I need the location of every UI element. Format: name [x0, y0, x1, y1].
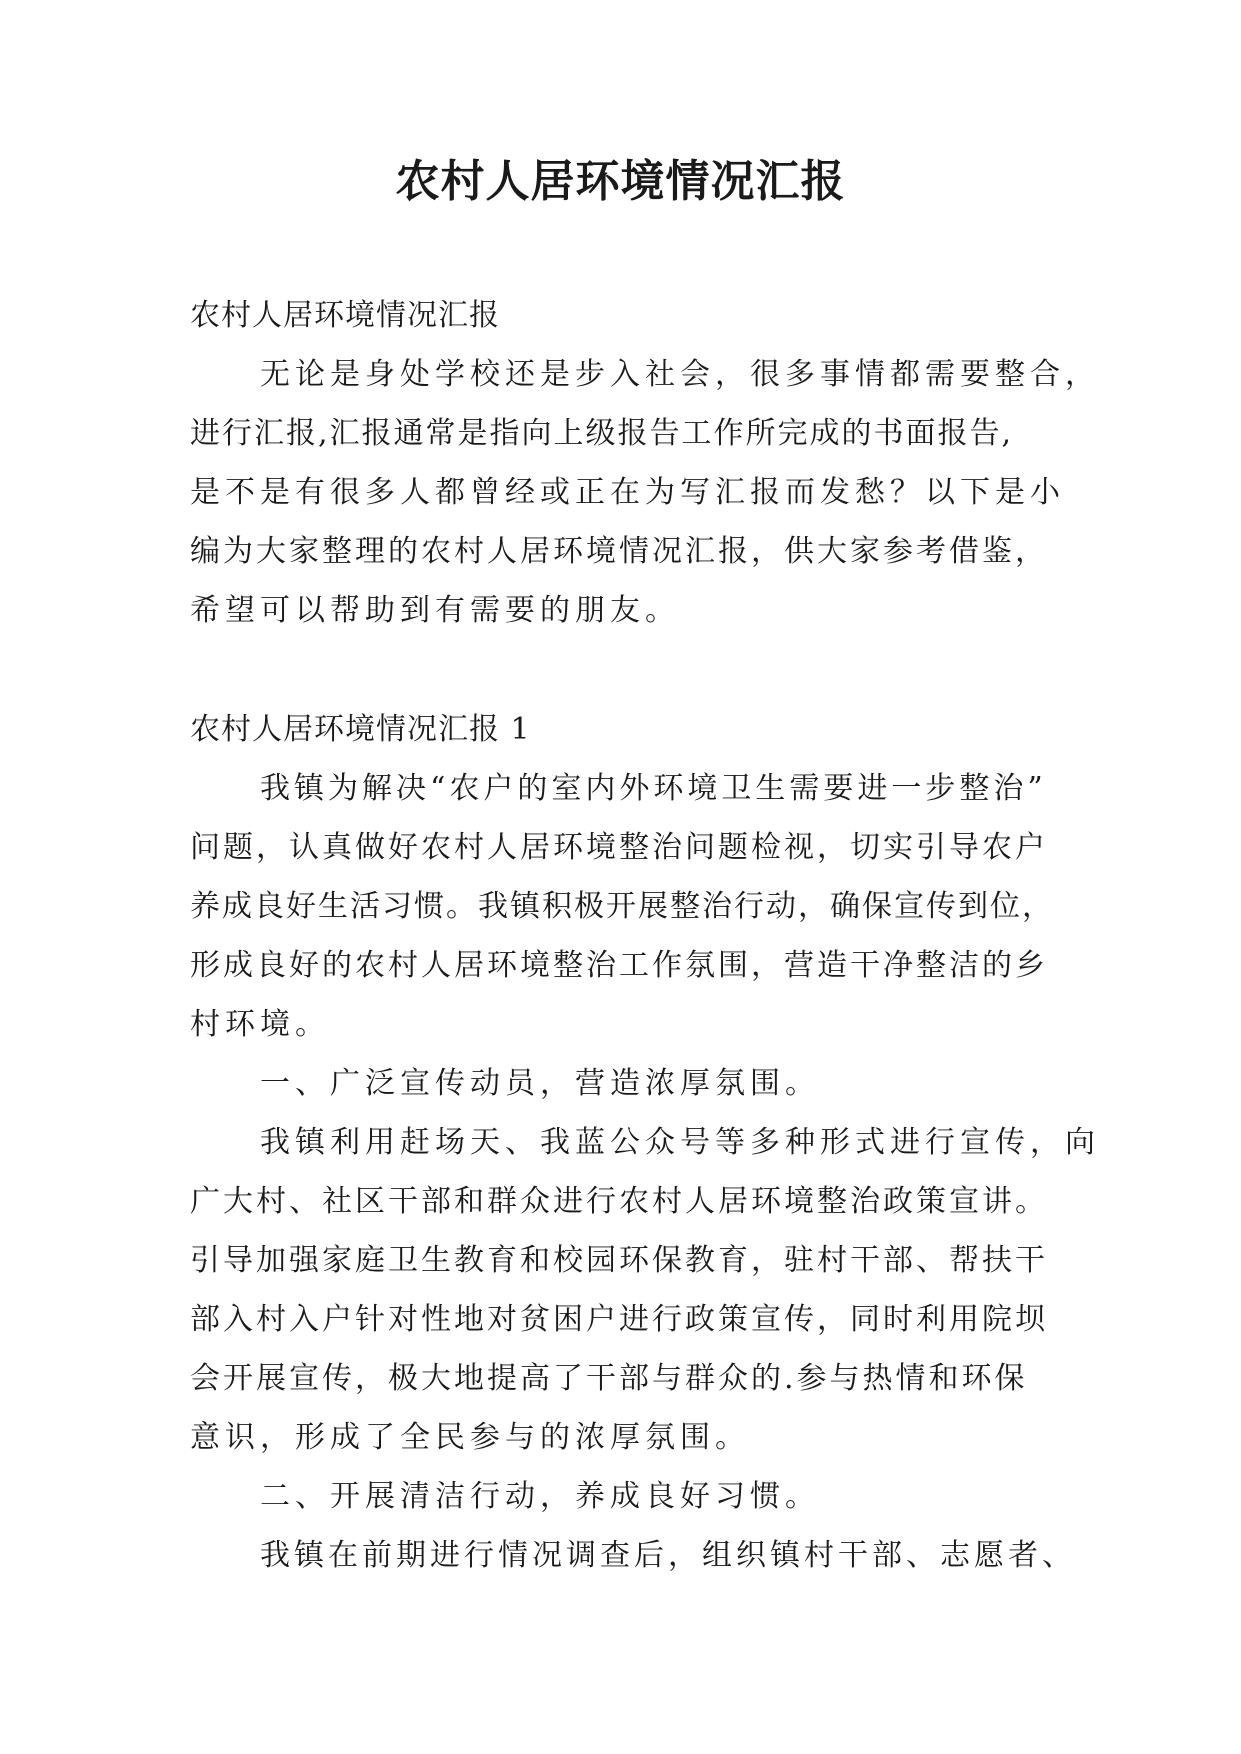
paragraph-line: 养成良好生活习惯。我镇积极开展整治行动，确保宣传到位，: [190, 889, 1054, 924]
section-heading: 农村人居环境情况汇报 1: [190, 712, 531, 747]
paragraph-line: 我镇利用赶场天、我蓝公众号等多种形式进行宣传，向: [260, 1125, 1100, 1160]
subtitle: 农村人居环境情况汇报: [190, 298, 500, 333]
paragraph-line: 村环境。: [190, 1007, 330, 1042]
paragraph-line: 问题，认真做好农村人居环境整治问题检视，切实引导农户: [190, 830, 1048, 865]
intro-line: 进行汇报,汇报通常是指向上级报告工作所完成的书面报告,: [190, 416, 1014, 451]
paragraph-line: 意识，形成了全民参与的浓厚氛围。: [190, 1420, 750, 1455]
paragraph-line: 我镇为解决“农户的室内外环境卫生需要进一步整治”: [260, 771, 1047, 806]
paragraph-line: 引导加强家庭卫生教育和校园环保教育，驻村干部、帮扶干: [190, 1243, 1048, 1278]
paragraph-line: 部入村入户针对性地对贫困户进行政策宣传，同时利用院坝: [190, 1302, 1048, 1337]
paragraph-line: 形成良好的农村人居环境整治工作氛围，营造干净整洁的乡: [190, 948, 1048, 983]
subheading-1: 一、广泛宣传动员，营造浓厚氛围。: [260, 1066, 820, 1101]
paragraph-line: 会开展宣传，极大地提高了干部与群众的.参与热情和环保: [190, 1361, 1028, 1396]
intro-line: 无论是身处学校还是步入社会，很多事情都需要整合，: [260, 357, 1100, 392]
paragraph-line: 广大村、社区干部和群众进行农村人居环境整治政策宣讲。: [190, 1184, 1048, 1219]
intro-line: 是不是有很多人都曾经或正在为写汇报而发愁？以下是小: [190, 475, 1065, 510]
subheading-2: 二、开展清洁行动，养成良好习惯。: [260, 1479, 820, 1514]
paragraph-line: 我镇在前期进行情况调查后，组织镇村干部、志愿者、: [260, 1538, 1076, 1573]
document-body: [190, 286, 1100, 1585]
document-title: 农村人居环境情况汇报: [395, 156, 846, 207]
spacer: [190, 640, 1070, 700]
intro-line: 希望可以帮助到有需要的朋友。: [190, 593, 680, 628]
intro-line: 编为大家整理的农村人居环境情况汇报，供大家参考借鉴，: [190, 534, 1048, 569]
